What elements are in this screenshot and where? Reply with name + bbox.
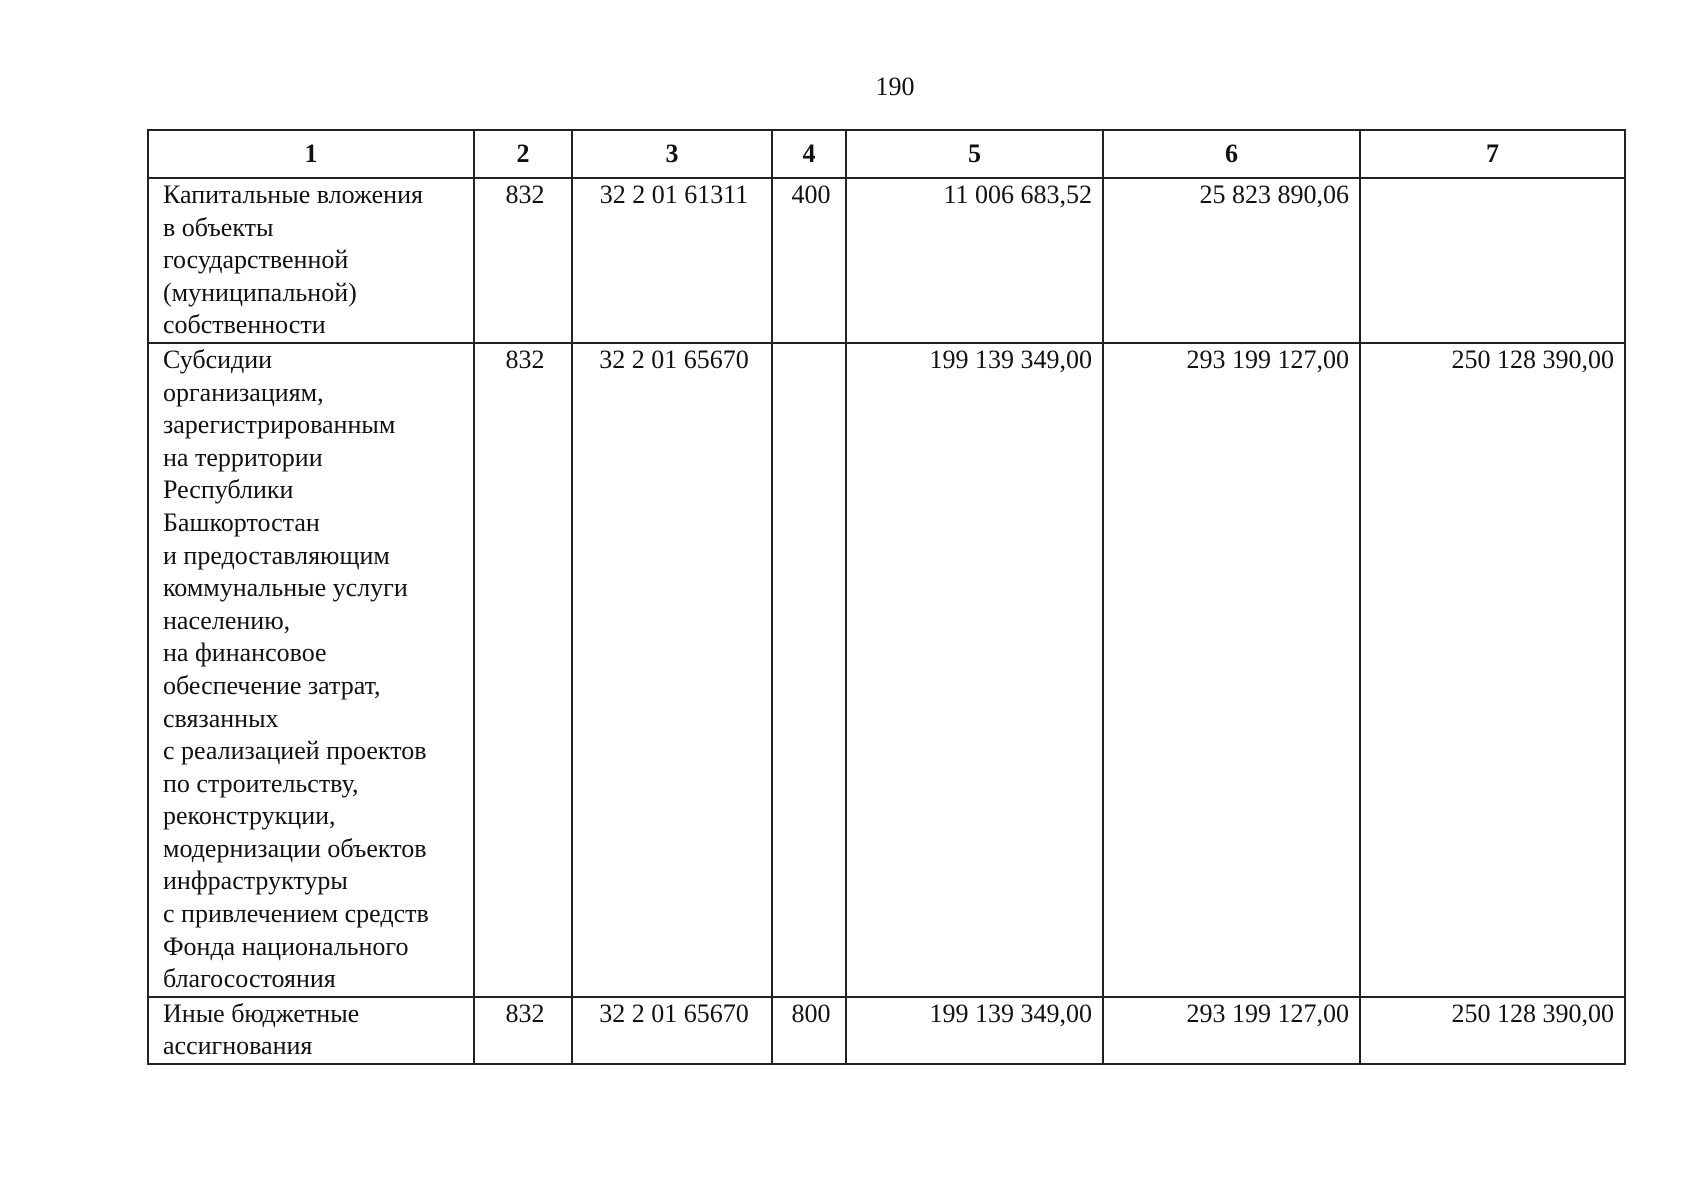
name-line: Субсидии [163, 344, 273, 374]
row-col5-cell: 199 139 349,00 [846, 343, 1103, 997]
row-name-cell [148, 178, 474, 343]
header-col-5: 5 [846, 130, 1103, 178]
row-col5-cell: 11 006 683,52 [846, 178, 1103, 343]
name-line: Башкортостан [163, 507, 320, 537]
header-col-3: 3 [572, 130, 772, 178]
name-line: на территории [163, 442, 323, 472]
name-line: с реализацией проектов [163, 736, 427, 766]
header-col-4: 4 [772, 130, 846, 178]
row-col7-cell: 250 128 390,00 [1360, 343, 1625, 997]
row-name-cell [148, 343, 474, 997]
name-line: и предоставляющим [163, 540, 390, 570]
name-line: с привлечением средств [163, 899, 429, 929]
row-col7-cell: 250 128 390,00 [1360, 997, 1625, 1064]
row-col6-cell: 293 199 127,00 [1103, 997, 1360, 1064]
name-line: населению, [163, 605, 291, 635]
budget-table [147, 129, 1626, 1065]
name-line: инфраструктуры [163, 866, 348, 896]
row-col3-cell: 32 2 01 65670 [572, 343, 772, 997]
row-col4-cell: 400 [772, 178, 846, 343]
header-col-1: 1 [148, 130, 474, 178]
name-line: связанных [163, 703, 279, 733]
name-line: (муниципальной) [163, 277, 357, 307]
name-line: собственности [163, 310, 326, 340]
name-line: реконструкции, [163, 801, 336, 831]
table-row [148, 997, 1625, 1064]
name-line: ассигнования [163, 1031, 313, 1061]
table-header-row [148, 130, 1625, 178]
row-col2-cell: 832 [474, 178, 572, 343]
header-col-6: 6 [1103, 130, 1360, 178]
row-col2-cell: 832 [474, 343, 572, 997]
row-col7-cell [1360, 178, 1625, 343]
name-line: модернизации объектов [163, 833, 427, 863]
name-line: организациям, [163, 377, 324, 407]
name-line: зарегистрированным [163, 410, 396, 440]
name-line: Республики [163, 475, 294, 505]
row-col6-cell: 25 823 890,06 [1103, 178, 1360, 343]
name-line: Капитальные вложения [163, 180, 423, 209]
row-col4-cell: 800 [772, 997, 846, 1064]
table-row [148, 343, 1625, 997]
name-line: в объекты [163, 212, 274, 242]
header-col-2: 2 [474, 130, 572, 178]
page-number: 190 [875, 72, 915, 101]
name-line: благосостояния [163, 964, 336, 994]
row-col5-cell: 199 139 349,00 [846, 997, 1103, 1064]
name-line: коммунальные услуги [163, 573, 408, 603]
row-col2-cell: 832 [474, 997, 572, 1064]
row-col6-cell: 293 199 127,00 [1103, 343, 1360, 997]
table-row [148, 178, 1625, 343]
row-col3-cell: 32 2 01 65670 [572, 997, 772, 1064]
name-line: на финансовое [163, 638, 327, 668]
name-line: Иные бюджетные [163, 998, 360, 1028]
name-line: по строительству, [163, 768, 359, 798]
row-col3-cell: 32 2 01 61311 [572, 178, 772, 343]
row-name-cell [148, 997, 474, 1064]
name-line: государственной [163, 245, 349, 275]
name-line: обеспечение затрат, [163, 670, 381, 700]
name-line: Фонда национального [163, 931, 409, 961]
row-col4-cell [772, 343, 846, 997]
header-col-7: 7 [1360, 130, 1625, 178]
